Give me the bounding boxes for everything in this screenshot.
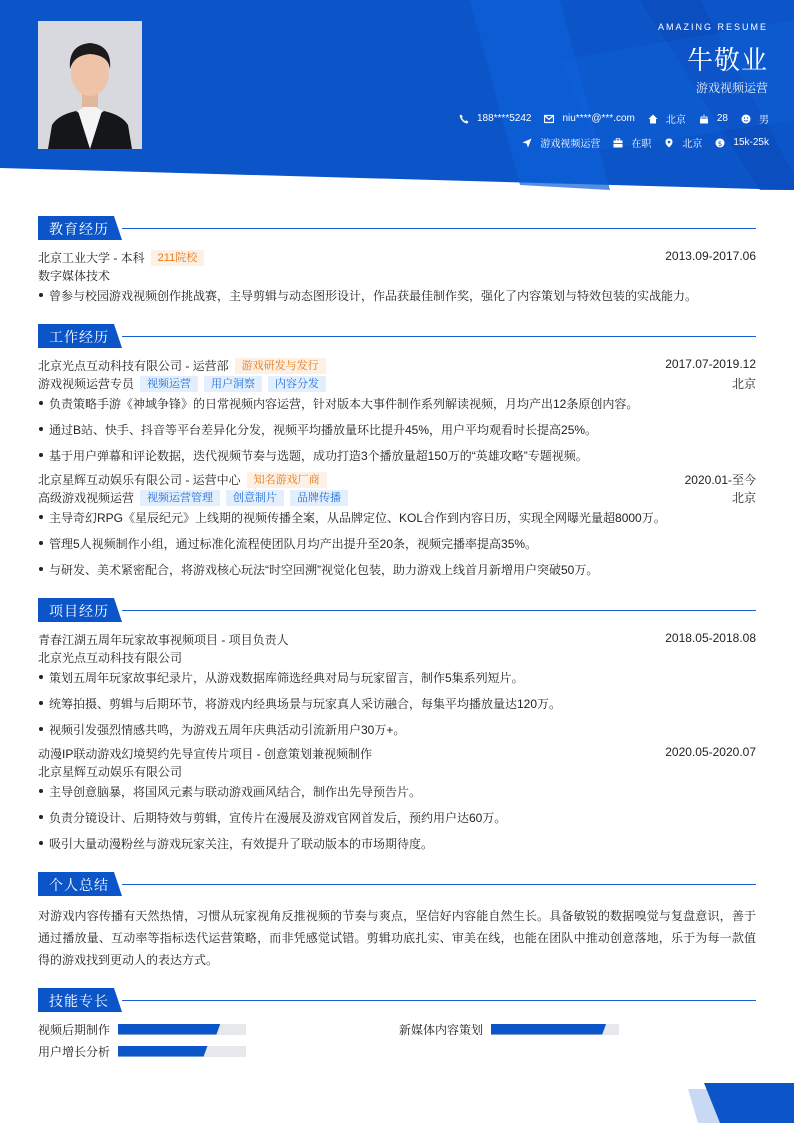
section-tab (38, 598, 122, 622)
education-item (38, 249, 756, 267)
money-icon (715, 138, 725, 148)
work-skill-tag: 视频运营 (140, 376, 198, 392)
gender-text: 男 (759, 115, 769, 126)
project-name: 青春江湖五周年玩家故事视频项目 - 项目负责人 (38, 633, 289, 647)
salary-info (715, 137, 769, 148)
skill-bar (491, 1024, 619, 1035)
email-text: niu****@***.com (562, 113, 635, 124)
candidate-name: 牛敬业 (686, 45, 768, 75)
section-divider (122, 610, 756, 611)
project-company: 北京光点互动科技有限公司 (38, 651, 183, 665)
email-info (544, 113, 634, 124)
section-title-education: 教育经历 (49, 221, 109, 237)
section-title-skills: 技能专长 (49, 993, 109, 1009)
skill-item (399, 1022, 619, 1036)
location-icon (664, 138, 674, 148)
phone-icon (459, 114, 469, 124)
work-company: 北京光点互动科技有限公司 - 运营部 (38, 359, 229, 373)
skill-item (38, 1044, 246, 1058)
project-bullet: 策划五周年玩家故事纪录片，从游戏数据库筛选经典对局与玩家留言，制作5集系列短片。 (38, 669, 756, 686)
age-info (699, 113, 728, 124)
skill-name: 新媒体内容策划 (399, 1022, 484, 1037)
work-date: 2017.07-2019.12 (665, 357, 756, 371)
candidate-position: 游戏视频运营 (695, 81, 768, 95)
svg-text:$: $ (718, 139, 723, 148)
work-bullet: 负责策略手游《神域争锋》的日常视频内容运营，针对版本大事件制作系列解读视频，月均产出12条原创内容。 (38, 395, 756, 412)
section-tab (38, 872, 122, 896)
briefcase-icon (613, 138, 623, 148)
salary-text: 15k-25k (733, 137, 769, 148)
skill-bar (118, 1024, 246, 1035)
summary-text: 对游戏内容传播有天然热情，习惯从玩家视角反推视频的节奏与爽点，坚信好内容能自然生长。具备敏锐的数据嗅觉与复盘意识，善于通过播放量、互动率等指标迭代运营策略，而非凭感觉试错。剪辑功底扎实、审美在线，也能在团队中推动创意落地，乐于为每一款值得的游戏找到更动人的表达方式。 (38, 909, 756, 967)
intent-city-text: 北京 (682, 139, 703, 150)
cake-icon (699, 114, 709, 124)
education-date: 2013.09-2017.06 (665, 249, 756, 263)
education-major: 数字媒体技术 (38, 269, 111, 283)
work-bullet: 基于用户弹幕和评论数据，迭代视频节奏与选题，成功打造3个播放量超150万的“英雄攻略”专题视频。 (38, 447, 756, 464)
skill-name: 用户增长分析 (38, 1044, 111, 1059)
work-title: 游戏视频运营专员 (38, 377, 135, 391)
section-title-work: 工作经历 (49, 329, 109, 345)
work-bullet: 与研发、美术紧密配合，将游戏核心玩法“时空回溯”视觉化包装，助力游戏上线首月新增用户突破50万。 (38, 561, 756, 578)
work-skill-tag: 品牌传播 (290, 490, 348, 506)
work-city: 北京 (731, 377, 756, 391)
section-tab (38, 216, 122, 240)
work-title: 高级游戏视频运营 (38, 491, 135, 505)
project-name: 动漫IP联动游戏幻境契约先导宣传片项目 - 创意策划兼视频制作 (38, 747, 373, 761)
school-name: 北京工业大学 - 本科 (38, 251, 145, 265)
work-date: 2020.01-至今 (684, 473, 756, 487)
footer-decoration (674, 1083, 794, 1123)
section-divider (122, 228, 756, 229)
work-bullet: 主导奇幻RPG《星辰纪元》上线期的视频传播全案，从品牌定位、KOL合作到内容日历，实现全网曝光量超8000万。 (38, 509, 756, 526)
project-company: 北京星辉互动娱乐有限公司 (38, 765, 183, 779)
gender-icon (741, 114, 751, 124)
section-skills (38, 988, 756, 1012)
project-item-2-company-row (38, 763, 756, 781)
work-item-2-header (38, 471, 756, 489)
contact-info-row (446, 111, 769, 126)
section-tab (38, 988, 122, 1012)
skill-bar-fill (491, 1024, 606, 1035)
project-date: 2020.05-2020.07 (665, 745, 756, 759)
section-work (38, 324, 756, 348)
home-icon (648, 114, 658, 124)
work-skill-tag: 视频运营管理 (140, 490, 220, 506)
work-industry-tag: 游戏研发与发行 (235, 358, 326, 374)
work-item-2-role (38, 489, 756, 507)
work-item-1-header (38, 357, 756, 375)
status-text: 在职 (631, 139, 652, 150)
profile-photo (38, 21, 142, 149)
project-item-1-company-row (38, 649, 756, 667)
section-tab (38, 324, 122, 348)
project-bullet: 统筹拍摄、剪辑与后期环节，将游戏内经典场景与玩家真人采访融合，每集平均播放量达120万。 (38, 695, 756, 712)
mail-icon (544, 114, 554, 124)
skill-bar-fill (118, 1046, 208, 1057)
skill-name: 视频后期制作 (38, 1022, 111, 1037)
section-summary (38, 872, 756, 896)
status-info (613, 135, 651, 150)
intent-position-info (522, 135, 600, 150)
home-text: 北京 (665, 115, 686, 126)
section-title-summary: 个人总结 (49, 877, 109, 893)
work-city: 北京 (731, 491, 756, 505)
work-skill-tag: 创意制片 (226, 490, 284, 506)
work-bullet: 通过B站、快手、抖音等平台差异化分发，视频平均播放量环比提升45%，用户平均观看时长提高25%。 (38, 421, 756, 438)
skill-bar (118, 1046, 246, 1057)
project-bullet: 负责分镜设计、后期特效与剪辑，宣传片在漫展及游戏官网首发后，预约用户达60万。 (38, 809, 756, 826)
work-item-1-role (38, 375, 756, 393)
section-divider (122, 884, 756, 885)
project-bullet: 吸引大量动漫粉丝与游戏玩家关注，有效提升了联动版本的市场期待度。 (38, 835, 756, 852)
project-item-2-header (38, 745, 756, 763)
work-industry-tag: 知名游戏厂商 (247, 472, 327, 488)
section-project (38, 598, 756, 622)
intent-position-text: 游戏视频运营 (540, 139, 601, 150)
education-major-row (38, 267, 756, 285)
section-education (38, 216, 756, 240)
home-info (648, 111, 686, 126)
resume-header (0, 0, 794, 195)
project-bullet: 主导创意脑暴，将国风元素与联动游戏画风结合，制作出先导预告片。 (38, 783, 756, 800)
work-company: 北京星辉互动娱乐有限公司 - 运营中心 (38, 473, 241, 487)
project-bullet: 视频引发强烈情感共鸣，为游戏五周年庆典活动引流新用户30万+。 (38, 721, 756, 738)
education-bullet: 曾参与校园游戏视频创作挑战赛，主导剪辑与动态图形设计，作品获最佳制作奖，强化了内容策划与特效包装的实战能力。 (38, 287, 756, 304)
section-divider (122, 336, 756, 337)
section-title-project: 项目经历 (49, 603, 109, 619)
skill-bar-fill (118, 1024, 220, 1035)
work-bullet: 管理5人视频制作小组，通过标准化流程使团队月均产出提升至20条，视频完播率提高35%。 (38, 535, 756, 552)
resume-top-label: AMAZING RESUME (657, 22, 768, 32)
gender-info (741, 111, 769, 126)
school-tag: 211院校 (151, 250, 205, 266)
work-skill-tag: 内容分发 (268, 376, 326, 392)
intent-city-info (664, 135, 702, 150)
section-divider (122, 1000, 756, 1001)
project-date: 2018.05-2018.08 (665, 631, 756, 645)
work-skill-tag: 用户洞察 (204, 376, 262, 392)
job-intent-row (509, 135, 769, 150)
skill-item (38, 1022, 246, 1036)
phone-info (459, 113, 532, 124)
age-text: 28 (716, 113, 728, 124)
phone-text: 188****5242 (476, 113, 532, 124)
send-icon (522, 138, 532, 148)
project-item-1-header (38, 631, 756, 649)
